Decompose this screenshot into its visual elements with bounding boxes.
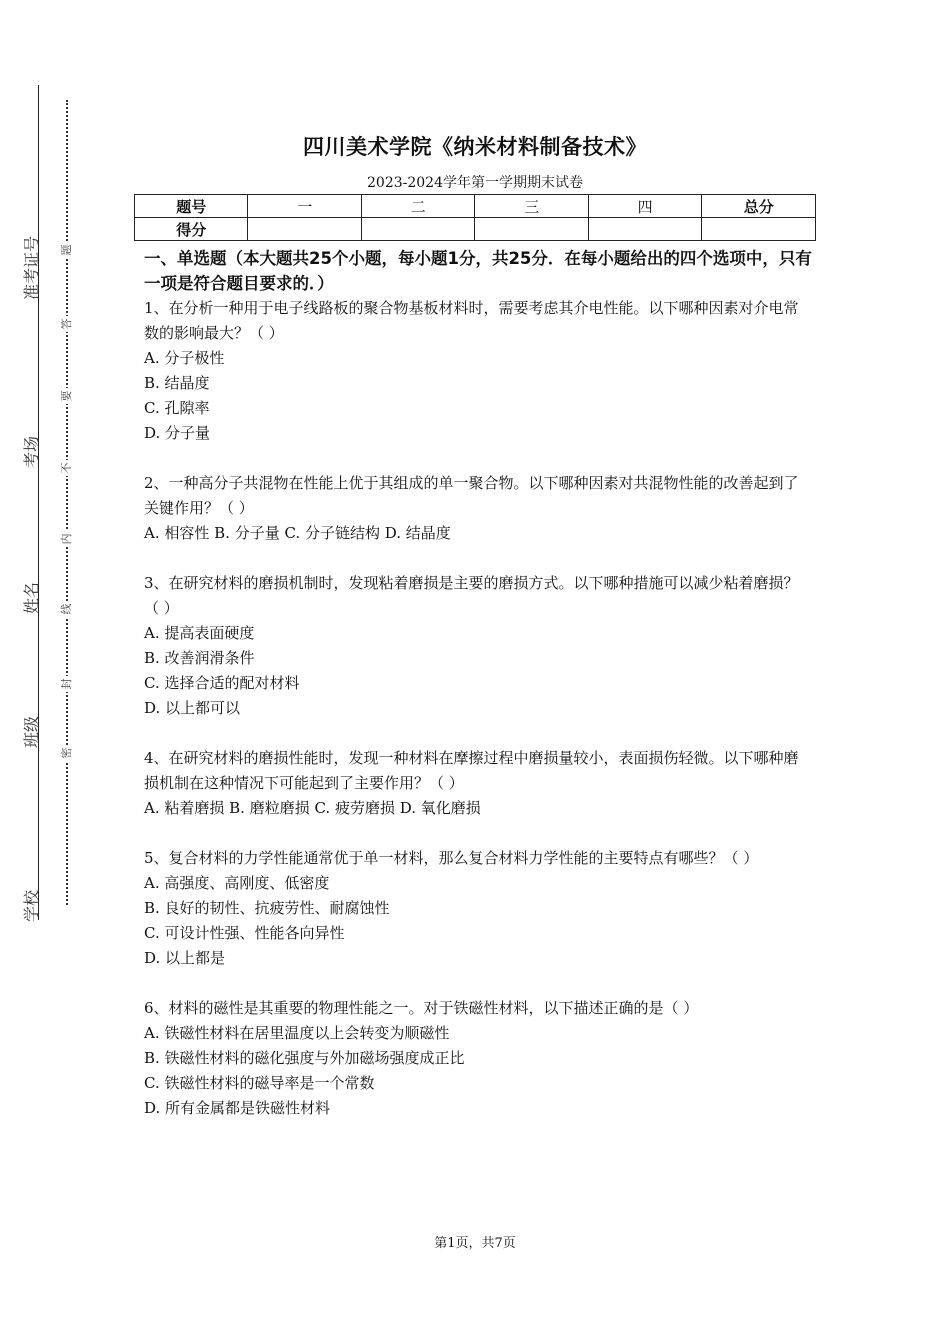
seal-char: 要 [59, 388, 75, 404]
question-2 [144, 471, 812, 546]
score-blank-cell [475, 218, 588, 241]
score-header-cell: 四 [588, 195, 701, 218]
field-school-label: 学校 [21, 890, 41, 923]
score-row-label: 得分 [135, 218, 248, 241]
option: D. 分子量 [144, 424, 211, 442]
seal-char: 密 [59, 745, 75, 761]
seal-char: 线 [59, 601, 75, 617]
question-stem: 4、在研究材料的磨损性能时，发现一种材料在摩擦过程中磨损量较小，表面损伤轻微。以下哪种磨损机制在这种情况下可能起到了主要作用？（ ） [144, 749, 799, 792]
exam-subtitle: 2023-2024学年第一学期期末试卷 [367, 175, 583, 191]
option: A. 粘着磨损 B. 磨粒磨损 C. 疲劳磨损 D. 氧化磨损 [144, 799, 481, 817]
question-stem: 1、在分析一种用于电子线路板的聚合物基板材料时，需要考虑其介电性能。以下哪种因素对介电常数的影响最大？（ ） [144, 299, 799, 342]
score-header-cell: 一 [248, 195, 361, 218]
field-exam-id-label: 准考证号 [21, 235, 41, 300]
question-6 [144, 996, 812, 1121]
question-stem: 3、在研究材料的磨损机制时，发现粘着磨损是主要的磨损方式。以下哪种措施可以减少粘着磨损？（ ） [144, 574, 799, 617]
seal-char: 封 [59, 676, 75, 692]
option: B. 结晶度 [144, 374, 210, 392]
score-table-header-row [135, 195, 816, 218]
option: C. 可设计性强、性能各向异性 [144, 924, 345, 942]
page-footer: 第1页，共7页 [434, 1236, 516, 1251]
score-header-cell: 三 [475, 195, 588, 218]
field-exam-room-label: 考场 [21, 436, 41, 469]
score-blank-cell [361, 218, 474, 241]
seal-dotted-line [66, 100, 68, 905]
option: C. 选择合适的配对材料 [144, 674, 300, 692]
option: B. 铁磁性材料的磁化强度与外加磁场强度成正比 [144, 1049, 465, 1067]
score-header-cell: 总分 [702, 195, 816, 218]
binding-margin [0, 0, 110, 1344]
question-3 [144, 571, 812, 721]
option: A. 高强度、高刚度、低密度 [144, 874, 330, 892]
seal-char: 答 [59, 316, 75, 332]
exam-title: 四川美术学院《纳米材料制备技术》 [303, 135, 647, 159]
score-blank-cell [702, 218, 816, 241]
option: B. 良好的韧性、抗疲劳性、耐腐蚀性 [144, 899, 390, 917]
field-class-label: 班级 [21, 716, 41, 749]
option: D. 以上都可以 [144, 699, 241, 717]
score-table-score-row [135, 218, 816, 241]
binding-solid-line [38, 85, 39, 920]
seal-char: 内 [59, 531, 75, 547]
question-stem: 2、一种高分子共混物在性能上优于其组成的单一聚合物。以下哪种因素对共混物性能的改善起到了关键作用？（ ） [144, 474, 799, 517]
score-header-cell: 二 [361, 195, 474, 218]
exam-content [144, 246, 812, 1146]
option: A. 铁磁性材料在居里温度以上会转变为顺磁性 [144, 1024, 450, 1042]
score-table [134, 194, 816, 241]
section-heading: 一、单选题（本大题共25个小题，每小题1分，共25分．在每小题给出的四个选项中，只有一项是符合题目要求的．） [144, 249, 812, 293]
option: D. 以上都是 [144, 949, 226, 967]
question-1 [144, 296, 812, 446]
option: C. 铁磁性材料的磁导率是一个常数 [144, 1074, 375, 1092]
seal-char: 不 [59, 460, 75, 476]
question-stem: 5、复合材料的力学性能通常优于单一材料，那么复合材料力学性能的主要特点有哪些？（ ） [144, 849, 759, 867]
option: A. 提高表面硬度 [144, 624, 255, 642]
option: A. 分子极性 [144, 349, 225, 367]
seal-char: 题 [59, 242, 75, 258]
score-blank-cell [248, 218, 361, 241]
score-blank-cell [588, 218, 701, 241]
option: C. 孔隙率 [144, 399, 210, 417]
option: B. 改善润滑条件 [144, 649, 255, 667]
question-stem: 6、材料的磁性是其重要的物理性能之一。对于铁磁性材料，以下描述正确的是（ ） [144, 999, 699, 1017]
option: D. 所有金属都是铁磁性材料 [144, 1099, 331, 1117]
field-name-label: 姓名 [21, 582, 41, 615]
question-5 [144, 846, 812, 971]
option: A. 相容性 B. 分子量 C. 分子链结构 D. 结晶度 [144, 524, 451, 542]
score-header-cell: 题号 [135, 195, 248, 218]
question-4 [144, 746, 812, 821]
